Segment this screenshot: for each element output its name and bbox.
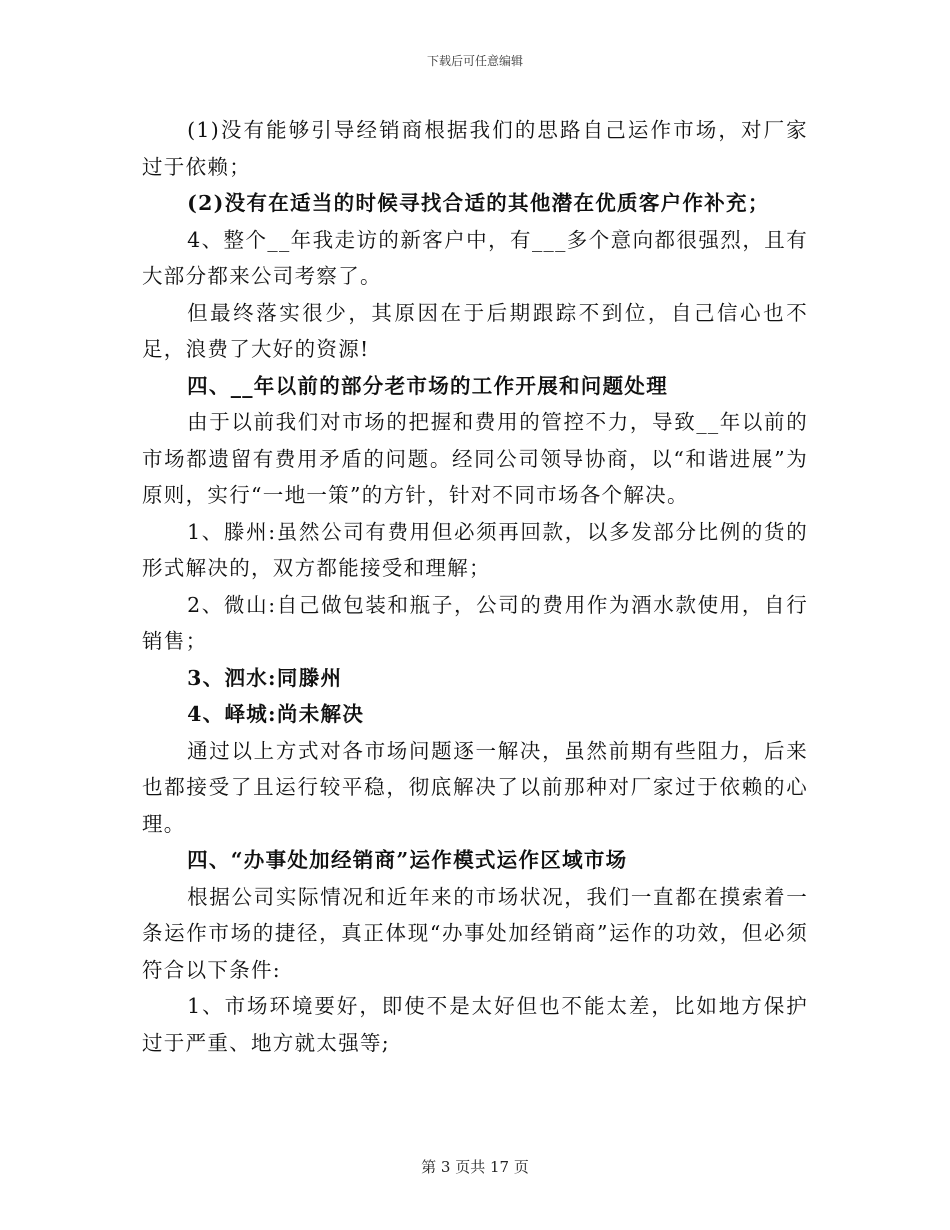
paragraph-4: 但最终落实很少，其原因在于后期跟踪不到位，自己信心也不足，浪费了大好的资源! bbox=[142, 300, 808, 361]
paragraph-3: 4、整个__年我走访的新客户中，有___多个意向都很强烈，且有大部分都来公司考察了。 bbox=[142, 227, 808, 288]
paragraph-10: 4、峄城:尚未解决 bbox=[187, 702, 365, 726]
paragraph-11: 通过以上方式对各市场问题逐一解决，虽然前期有些阻力，后来也都接受了且运行较平稳，彻底解决了以前那种对厂家过于依赖的心理。 bbox=[142, 738, 808, 836]
paragraph-6: 由于以前我们对市场的把握和费用的管控不力，导致__年以前的市场都遗留有费用矛盾的问题。经同公司领导协商，以“和谐进展”为原则，实行“一地一策”的方针，针对不同市场各个解决。 bbox=[142, 410, 808, 507]
page-header: 下载后可任意编辑 bbox=[426, 54, 523, 68]
section-heading-office-dealer: 四、“办事处加经销商”运作模式运作区域市场 bbox=[187, 848, 628, 872]
paragraph-9: 3、泗水:同滕州 bbox=[187, 665, 343, 690]
paragraph-14: 1、市场环境要好，即使不是太好但也不能太差，比如地方保护过于严重、地方就太强等; bbox=[142, 994, 808, 1055]
paragraph-7: 1、滕州:虽然公司有费用但必须再回款，以多发部分比例的货的形式解决的，双方都能接受和理解； bbox=[142, 519, 808, 580]
paragraph-1: (1)没有能够引导经销商根据我们的思路自己运作市场，对厂家过于依赖； bbox=[142, 118, 808, 179]
paragraph-13: 根据公司实际情况和近年来的市场状况，我们一直都在摸索着一条运作市场的捷径，真正体现“办事处加经销商”运作的功效，但必须符合以下条件: bbox=[142, 884, 808, 982]
document-body bbox=[142, 112, 808, 1061]
section-heading-old-markets: 四、__年以前的部分老市场的工作开展和问题处理 bbox=[187, 373, 668, 398]
page-footer: 第 3 页共 17 页 bbox=[421, 1158, 529, 1176]
paragraph-2: (2)没有在适当的时候寻找合适的其他潜在优质客户作补充； bbox=[187, 191, 770, 215]
paragraph-8: 2、微山:自己做包装和瓶子，公司的费用作为酒水款使用，自行销售； bbox=[142, 592, 808, 653]
